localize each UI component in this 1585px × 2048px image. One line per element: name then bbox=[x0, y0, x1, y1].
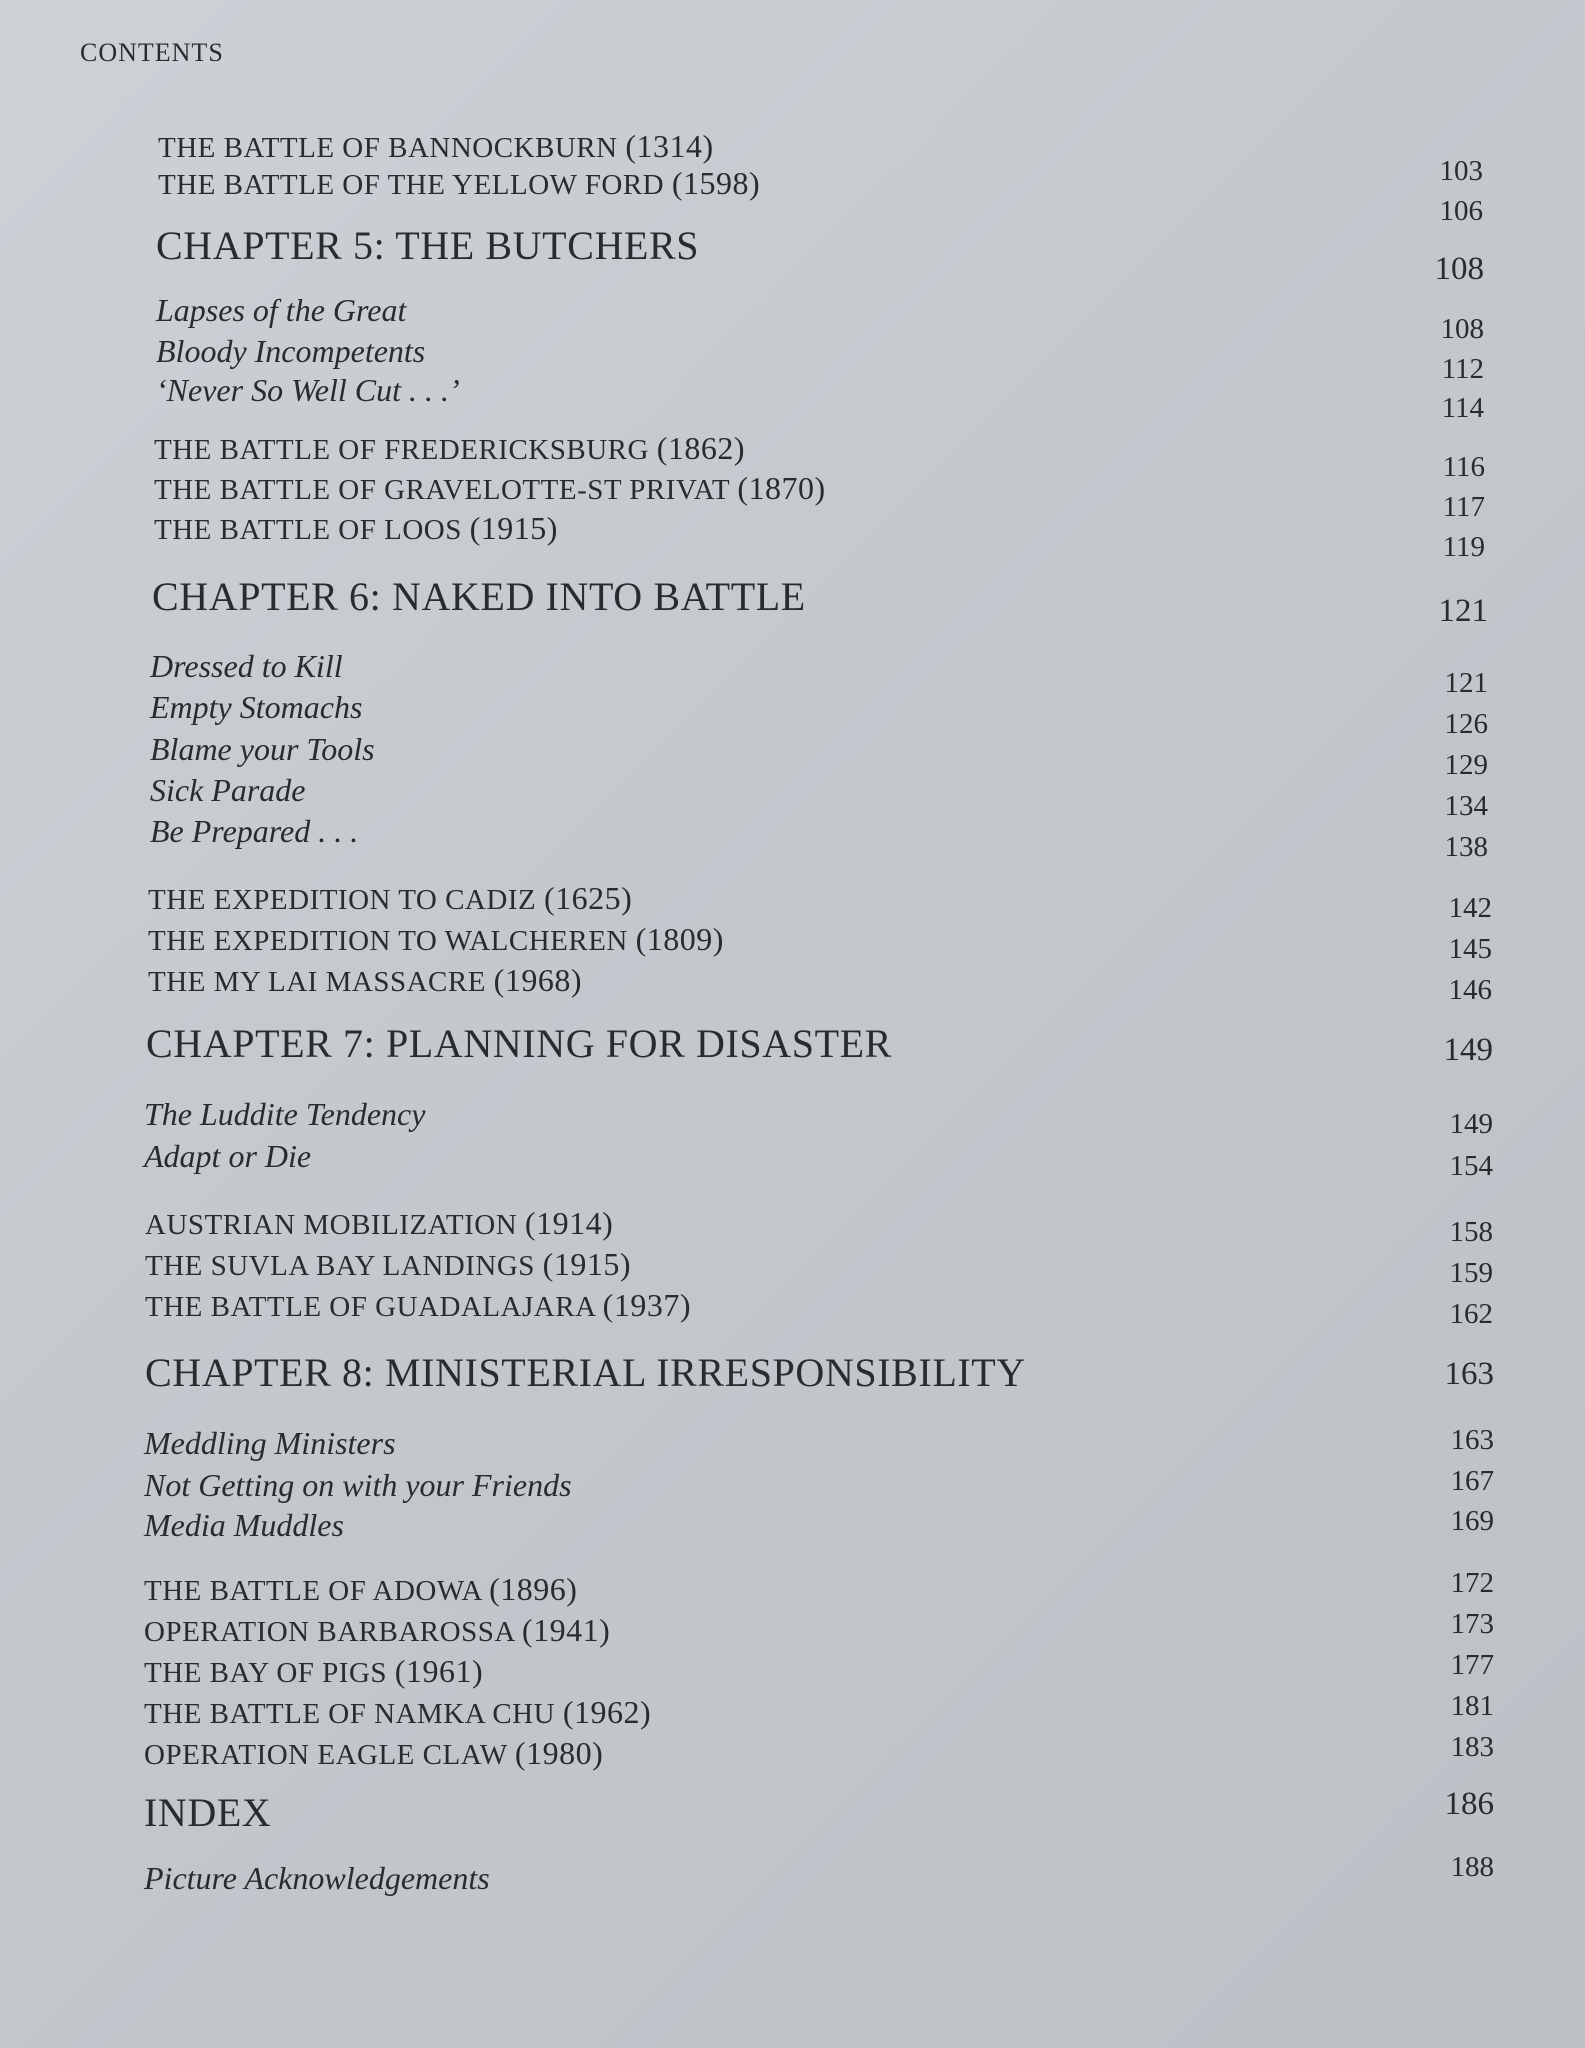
entry-title-text: Lapses of the Great bbox=[156, 292, 407, 328]
entry-title-text: Bloody Incompetents bbox=[156, 333, 426, 369]
entry-title bbox=[150, 813, 358, 850]
entry-title-text: CHAPTER 5: THE BUTCHERS bbox=[156, 223, 700, 268]
entry-page-number: 134 bbox=[1444, 790, 1488, 822]
entry-title bbox=[150, 689, 362, 726]
entry-title bbox=[154, 470, 826, 507]
entry-page-number: 114 bbox=[1441, 392, 1484, 424]
entry-title bbox=[144, 1571, 577, 1608]
entry-title-text: CHAPTER 8: MINISTERIAL IRRESPONSIBILITY bbox=[145, 1350, 1026, 1395]
entry-title bbox=[156, 333, 425, 370]
entry-page-number: 154 bbox=[1449, 1150, 1493, 1182]
entry-page-number: 181 bbox=[1450, 1690, 1494, 1722]
entry-title-text: THE BATTLE OF GRAVELOTTE-ST PRIVAT bbox=[154, 474, 730, 506]
entry-title bbox=[144, 1138, 311, 1175]
entry-title bbox=[150, 648, 343, 685]
entry-page-number: 117 bbox=[1442, 491, 1485, 523]
entry-title bbox=[152, 573, 806, 620]
entry-title-text: CHAPTER 6: NAKED INTO BATTLE bbox=[152, 574, 806, 619]
entry-title bbox=[145, 1205, 613, 1242]
entry-title-text: THE BATTLE OF NAMKA CHU bbox=[144, 1698, 556, 1730]
entry-page-number: 162 bbox=[1449, 1298, 1493, 1330]
entry-title bbox=[144, 1860, 490, 1897]
entry-page-number: 177 bbox=[1450, 1649, 1494, 1681]
entry-page-number: 138 bbox=[1444, 831, 1488, 863]
entry-title-text: CHAPTER 7: PLANNING FOR DISASTER bbox=[146, 1021, 892, 1066]
entry-year: (1896) bbox=[489, 1571, 578, 1607]
entry-year: (1937) bbox=[602, 1287, 691, 1323]
entry-title bbox=[144, 1694, 651, 1731]
entry-page-number: 129 bbox=[1444, 749, 1488, 781]
entry-title bbox=[144, 1789, 271, 1836]
entry-page-number: 146 bbox=[1448, 974, 1492, 1006]
entry-year: (1870) bbox=[737, 470, 826, 506]
entry-page-number: 112 bbox=[1441, 353, 1484, 385]
entry-page-number: 173 bbox=[1450, 1608, 1494, 1640]
entry-page-number: 163 bbox=[1444, 1356, 1494, 1392]
entry-year: (1915) bbox=[469, 510, 558, 546]
entry-page-number: 163 bbox=[1450, 1424, 1494, 1456]
entry-title bbox=[156, 292, 406, 329]
entry-title bbox=[144, 1735, 603, 1772]
entry-page-number: 183 bbox=[1450, 1731, 1494, 1763]
entry-title-text: THE EXPEDITION TO WALCHEREN bbox=[148, 925, 628, 957]
entry-title-text: THE BATTLE OF BANNOCKBURN bbox=[158, 132, 618, 164]
entry-year: (1941) bbox=[521, 1612, 611, 1648]
entry-year: (1962) bbox=[562, 1694, 652, 1730]
entry-title bbox=[146, 1020, 892, 1067]
entry-title-text: Not Getting on with your Friends bbox=[144, 1467, 572, 1503]
entry-page-number: 119 bbox=[1442, 531, 1485, 563]
entry-title bbox=[154, 510, 558, 547]
entry-title-text: THE BATTLE OF THE YELLOW FORD bbox=[158, 169, 665, 201]
entry-page-number: 188 bbox=[1450, 1851, 1494, 1883]
entry-title-text: Dressed to Kill bbox=[150, 648, 343, 684]
entry-year: (1914) bbox=[524, 1205, 614, 1241]
entry-page-number: 126 bbox=[1444, 708, 1488, 740]
entry-title bbox=[145, 1349, 1026, 1396]
entry-title bbox=[156, 222, 699, 269]
entry-title-text: INDEX bbox=[144, 1790, 272, 1835]
entry-title-text: THE BATTLE OF LOOS bbox=[154, 514, 462, 546]
entry-title-text: Meddling Ministers bbox=[144, 1425, 396, 1461]
entry-title bbox=[144, 1425, 396, 1462]
entry-title-text: THE MY LAI MASSACRE bbox=[148, 966, 486, 998]
entry-title-text: THE BATTLE OF ADOWA bbox=[144, 1575, 482, 1607]
entry-title bbox=[154, 430, 745, 467]
entry-year: (1980) bbox=[514, 1735, 604, 1771]
entry-title-text: Media Muddles bbox=[144, 1507, 344, 1543]
entry-title-text: OPERATION BARBAROSSA bbox=[144, 1616, 515, 1648]
entry-title bbox=[150, 772, 306, 809]
entry-title bbox=[148, 962, 582, 999]
entry-title-text: THE BATTLE OF FREDERICKSBURG bbox=[154, 434, 649, 466]
entry-year: (1314) bbox=[625, 128, 714, 164]
entry-title bbox=[158, 165, 760, 202]
entry-year: (1625) bbox=[543, 880, 633, 916]
entry-title-text: Empty Stomachs bbox=[150, 689, 363, 725]
entry-title bbox=[148, 880, 632, 917]
entry-title bbox=[145, 1246, 631, 1283]
entry-page-number: 103 bbox=[1439, 155, 1483, 187]
entry-title bbox=[144, 1612, 610, 1649]
entry-page-number: 108 bbox=[1440, 313, 1484, 345]
entry-page-number: 121 bbox=[1438, 593, 1488, 629]
entry-title bbox=[150, 731, 375, 768]
entry-title-text: The Luddite Tendency bbox=[144, 1096, 426, 1132]
entry-title-text: Be Prepared . . . bbox=[150, 813, 359, 849]
entry-year: (1598) bbox=[671, 165, 761, 201]
page-header: CONTENTS bbox=[80, 38, 224, 67]
entry-title-text: ‘Never So Well Cut . . .’ bbox=[156, 372, 460, 408]
entry-title-text: Adapt or Die bbox=[144, 1138, 312, 1174]
entry-page-number: 116 bbox=[1442, 451, 1485, 483]
entry-page-number: 159 bbox=[1449, 1257, 1493, 1289]
entry-year: (1862) bbox=[656, 430, 746, 466]
entry-year: (1915) bbox=[542, 1246, 631, 1282]
entry-title bbox=[158, 128, 714, 165]
entry-title-text: OPERATION EAGLE CLAW bbox=[144, 1739, 508, 1771]
entry-title-text: AUSTRIAN MOBILIZATION bbox=[145, 1209, 518, 1241]
entry-page-number: 149 bbox=[1449, 1108, 1493, 1140]
entry-title bbox=[145, 1287, 691, 1324]
entry-page-number: 169 bbox=[1450, 1505, 1494, 1537]
entry-page-number: 167 bbox=[1450, 1465, 1494, 1497]
entry-year: (1961) bbox=[394, 1653, 484, 1689]
entry-year: (1809) bbox=[635, 921, 724, 957]
entry-title-text: Picture Acknowledgements bbox=[144, 1860, 490, 1896]
entry-title-text: Blame your Tools bbox=[150, 731, 375, 767]
entry-title bbox=[156, 372, 460, 409]
entry-page-number: 142 bbox=[1448, 892, 1492, 924]
entry-title-text: Sick Parade bbox=[150, 772, 306, 808]
entry-title-text: THE EXPEDITION TO CADIZ bbox=[148, 884, 537, 916]
entry-title-text: THE BAY OF PIGS bbox=[144, 1657, 388, 1689]
entry-page-number: 186 bbox=[1444, 1786, 1494, 1822]
entry-page-number: 158 bbox=[1449, 1216, 1493, 1248]
entry-page-number: 108 bbox=[1434, 251, 1484, 287]
entry-title bbox=[148, 921, 724, 958]
entry-page-number: 121 bbox=[1444, 667, 1488, 699]
entry-title-text: THE BATTLE OF GUADALAJARA bbox=[145, 1291, 595, 1323]
entry-year: (1968) bbox=[493, 962, 582, 998]
entry-page-number: 106 bbox=[1439, 195, 1483, 227]
entry-title bbox=[144, 1653, 483, 1690]
entry-page-number: 172 bbox=[1450, 1567, 1494, 1599]
entry-title bbox=[144, 1507, 344, 1544]
entry-title-text: THE SUVLA BAY LANDINGS bbox=[145, 1250, 535, 1282]
entry-title bbox=[144, 1096, 425, 1133]
entry-page-number: 149 bbox=[1443, 1032, 1493, 1068]
entry-page-number: 145 bbox=[1448, 933, 1492, 965]
entry-title bbox=[144, 1467, 572, 1504]
